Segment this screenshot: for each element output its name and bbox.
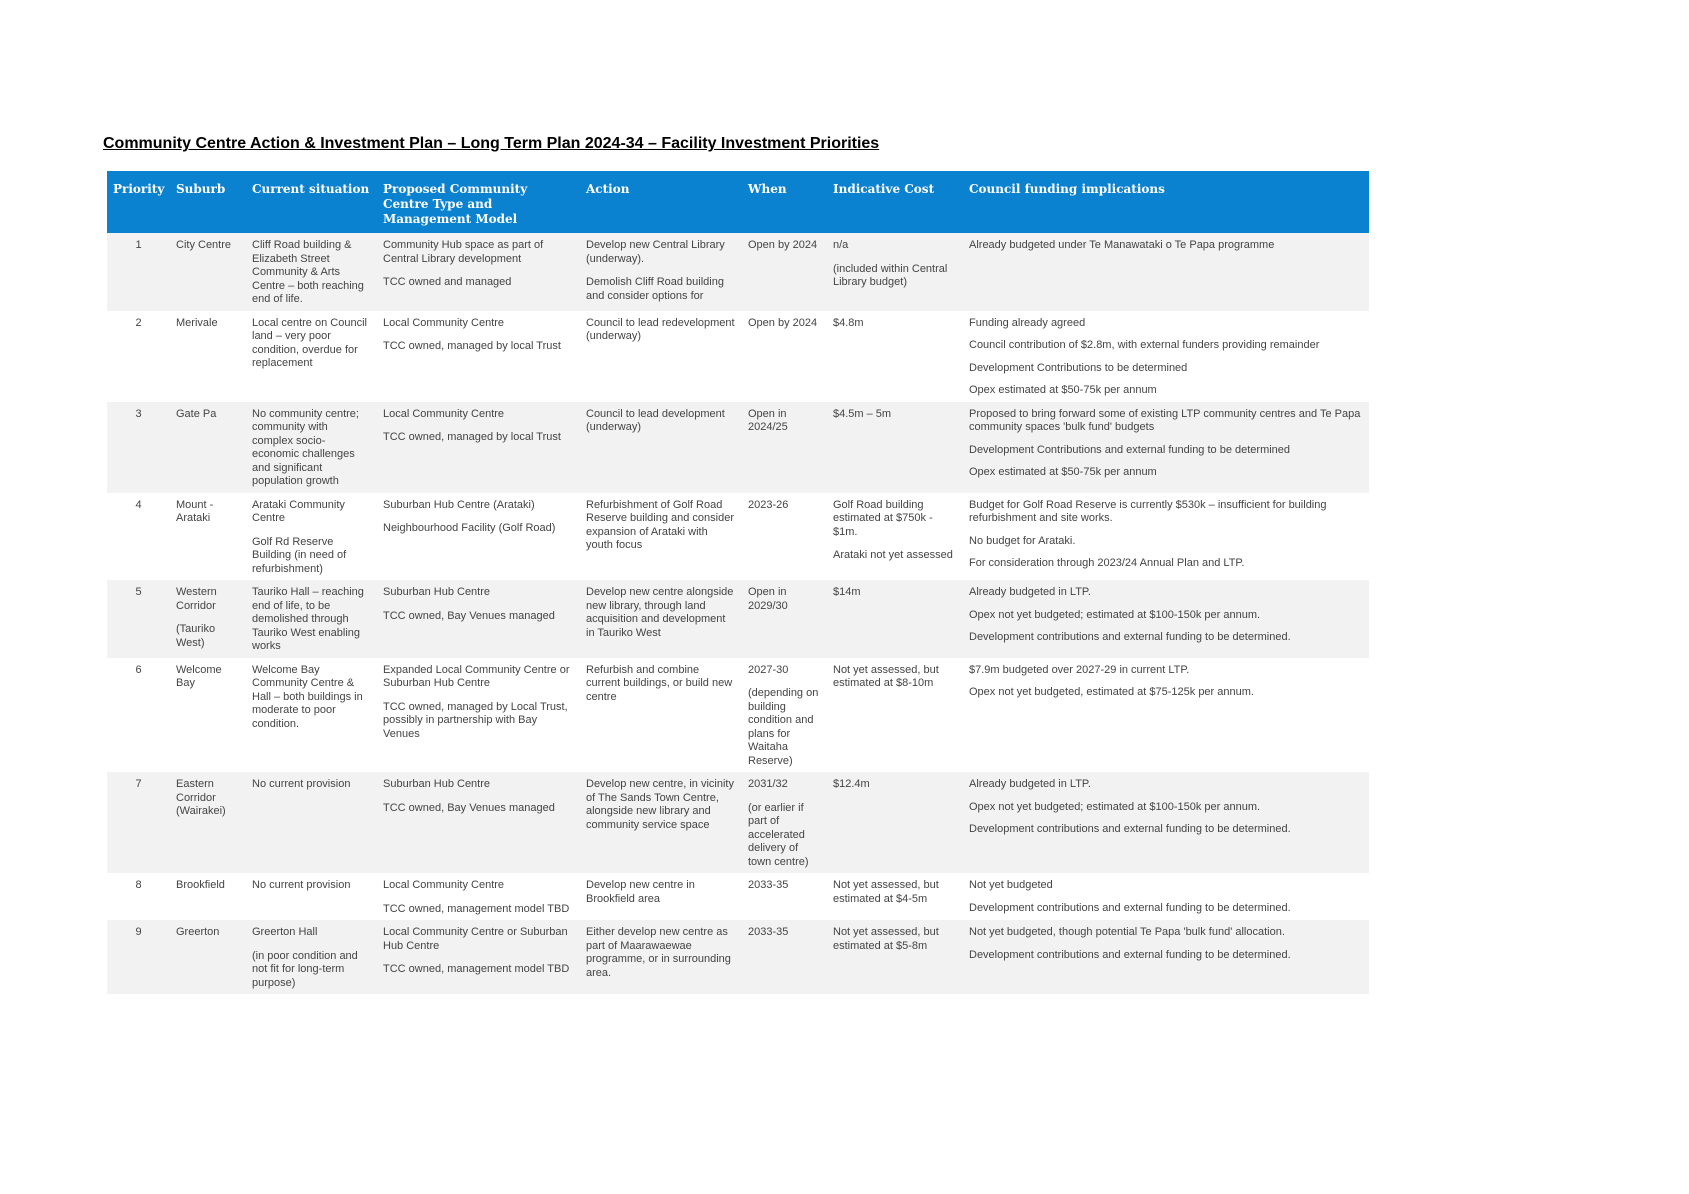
cell-funding-implications-text: $7.9m budgeted over 2027-29 in current LTP. [969,663,1190,676]
cell-current-situation [246,873,377,920]
cell-funding-implications [963,493,1369,581]
cell-funding-implications-text: Development contributions and external funding to be determined. [969,901,1291,914]
cell-current-situation [246,493,377,581]
cell-proposed-model [377,772,580,873]
cell-proposed-model-text: TCC owned, managed by Local Trust, possibly in partnership with Bay Venues [383,700,568,740]
cell-proposed-model-text: Local Community Centre [383,407,505,420]
cell-proposed-model-text: Neighbourhood Facility (Golf Road) [383,522,556,534]
cell-proposed-model-text: Local Community Centre [383,316,505,329]
cell-priority: 6 [107,658,170,773]
cell-funding-implications [963,658,1369,773]
cell-action-text: Develop new centre, in vicinity of The Sands Town Centre, alongside new library and community service space [586,778,734,831]
cell-funding-implications-text: Development contributions and external funding to be determined. [969,948,1291,961]
cell-proposed-model [377,311,580,402]
cell-indicative-cost-text: $4.5m – 5m [833,407,892,420]
cell-when-text: 2033-35 [748,926,789,938]
cell-suburb [170,873,246,920]
table-row [107,873,1369,920]
cell-funding-implications [963,873,1369,920]
cell-suburb [170,233,246,311]
cell-action [580,311,742,402]
cell-current-situation-text: Greerton Hall [252,926,318,938]
column-header-action: Action [580,171,742,233]
cell-when [742,873,827,920]
cell-action [580,873,742,920]
cell-when [742,920,827,994]
cell-indicative-cost-text: Not yet assessed, but estimated at $8-10m [833,663,939,689]
cell-when [742,658,827,773]
cell-when-text: Open by 2024 [748,316,818,329]
column-header-current-situation: Current situation [246,171,377,233]
cell-action-text: Council to lead redevelopment (underway) [586,316,735,342]
cell-action-text: Refurbishment of Golf Road Reserve building and consider expansion of Arataki with youth focus [586,498,734,551]
cell-suburb-text: Greerton [176,926,220,938]
cell-action-text: Either develop new centre as part of Maarawaewae programme, or in surrounding area. [586,926,731,979]
cell-suburb-text: Welcome Bay [176,663,222,689]
cell-priority: 4 [107,493,170,581]
cell-funding-implications [963,233,1369,311]
cell-current-situation-text: No current provision [252,778,351,790]
cell-funding-implications-text: Council contribution of $2.8m, with external funders providing remainder [969,339,1320,351]
cell-suburb-text: Western Corridor [176,586,217,612]
cell-when-text: (or earlier if part of accelerated delivery of town centre) [748,801,809,868]
column-header-funding-implications: Council funding implications [963,171,1369,233]
cell-action-text: Develop new Central Library (underway). [586,239,725,265]
cell-when-text: 2023-26 [748,498,789,511]
cell-action [580,920,742,994]
cell-funding-implications-text: Not yet budgeted [969,879,1053,891]
cell-current-situation-text: (in poor condition and not fit for long-term purpose) [252,949,358,989]
cell-indicative-cost [827,658,963,773]
cell-proposed-model [377,233,580,311]
cell-current-situation-text: No community centre; community with complex socio-economic challenges and significant population growth [252,407,359,487]
cell-indicative-cost-text: Not yet assessed, but estimated at $5-8m [833,926,939,952]
column-header-priority: Priority [107,171,170,233]
column-header-proposed-model: Proposed Community Centre Type and Management Model [377,171,580,233]
cell-priority: 1 [107,233,170,311]
cell-when [742,402,827,493]
cell-action [580,658,742,773]
cell-funding-implications-text: Already budgeted in LTP. [969,586,1091,598]
cell-action [580,493,742,581]
cell-priority: 5 [107,580,170,658]
cell-funding-implications [963,920,1369,994]
cell-suburb [170,920,246,994]
cell-proposed-model-text: Suburban Hub Centre [383,778,491,790]
cell-when-text: 2033-35 [748,879,789,891]
cell-action [580,580,742,658]
table-row [107,658,1369,773]
cell-suburb-text: Gate Pa [176,407,217,420]
cell-funding-implications-text: Already budgeted under Te Manawataki o Te Papa programme [969,239,1275,251]
cell-funding-implications [963,580,1369,658]
cell-action [580,402,742,493]
cell-suburb-text: Merivale [176,316,218,329]
cell-indicative-cost-text: $12.4m [833,778,870,790]
cell-proposed-model-text: TCC owned, management model TBD [383,902,570,915]
cell-funding-implications-text: Budget for Golf Road Reserve is currently $530k – insufficient for building refurbishment and site works. [969,498,1327,524]
cell-current-situation [246,772,377,873]
cell-priority: 8 [107,873,170,920]
cell-action-text: Develop new centre in Brookfield area [586,879,695,905]
table-body [107,233,1369,994]
column-header-suburb: Suburb [170,171,246,233]
cell-funding-implications-text: Opex not yet budgeted, estimated at $75-125k per annum. [969,686,1254,698]
cell-action [580,233,742,311]
cell-current-situation-text: Golf Rd Reserve Building (in need of refurbishment) [252,535,347,575]
cell-indicative-cost [827,772,963,873]
table-row [107,311,1369,402]
cell-proposed-model [377,402,580,493]
cell-priority: 2 [107,311,170,402]
cell-suburb-text: Mount - Arataki [176,498,214,524]
cell-priority: 9 [107,920,170,994]
cell-proposed-model [377,658,580,773]
cell-current-situation [246,402,377,493]
cell-proposed-model-text: TCC owned, Bay Venues managed [383,801,555,814]
cell-indicative-cost-text: n/a [833,239,849,251]
cell-funding-implications-text: Proposed to bring forward some of existing LTP community centres and Te Papa community spaces 'bulk fund' budgets [969,407,1361,433]
cell-indicative-cost [827,311,963,402]
cell-current-situation-text: Welcome Bay Community Centre & Hall – both buildings in moderate to poor condition. [252,663,363,730]
cell-proposed-model-text: TCC owned, Bay Venues managed [383,609,555,622]
cell-suburb-text: City Centre [176,239,232,251]
cell-funding-implications [963,311,1369,402]
cell-funding-implications-text: Opex estimated at $50-75k per annum [969,384,1157,396]
cell-funding-implications-text: Development contributions and external funding to be determined. [969,631,1291,643]
cell-funding-implications-text: Development Contributions to be determined [969,361,1188,374]
cell-funding-implications-text: Opex not yet budgeted; estimated at $100-150k per annum. [969,800,1261,813]
cell-funding-implications-text: Opex not yet budgeted; estimated at $100-150k per annum. [969,608,1261,621]
cell-proposed-model-text: Expanded Local Community Centre or Suburban Hub Centre [383,663,570,689]
cell-indicative-cost-text: Not yet assessed, but estimated at $4-5m [833,879,939,905]
table-row [107,402,1369,493]
cell-when [742,493,827,581]
cell-action-text: Demolish Cliff Road building and consider options for [586,276,724,302]
cell-proposed-model-text: TCC owned, managed by local Trust [383,340,561,352]
cell-funding-implications-text: Opex estimated at $50-75k per annum [969,466,1157,478]
cell-suburb-text: (Tauriko West) [176,623,216,649]
cell-suburb [170,658,246,773]
cell-proposed-model-text: Suburban Hub Centre (Arataki) [383,498,535,511]
cell-when-text: 2027-30 [748,663,789,676]
cell-funding-implications-text: Already budgeted in LTP. [969,778,1091,790]
table-row [107,920,1369,994]
cell-when [742,580,827,658]
column-header-indicative-cost: Indicative Cost [827,171,963,233]
cell-funding-implications-text: Development contributions and external funding to be determined. [969,823,1291,835]
cell-proposed-model-text: TCC owned, management model TBD [383,963,570,975]
cell-action-text: Develop new centre alongside new library, through land acquisition and development in Tauriko West [586,586,734,639]
cell-proposed-model-text: Local Community Centre or Suburban Hub Centre [383,926,568,952]
cell-funding-implications-text: Development Contributions and external funding to be determined [969,443,1291,456]
cell-proposed-model-text: Suburban Hub Centre [383,586,491,598]
cell-proposed-model [377,873,580,920]
investment-priorities-table [107,171,1369,994]
cell-indicative-cost-text: Golf Road building estimated at $750k - $1m. [833,498,933,538]
cell-indicative-cost-text: (included within Central Library budget) [833,262,948,288]
cell-proposed-model-text: Community Hub space as part of Central Library development [383,239,544,265]
cell-indicative-cost [827,873,963,920]
table-row [107,580,1369,658]
cell-indicative-cost-text: $4.8m [833,316,864,329]
cell-current-situation [246,580,377,658]
cell-funding-implications-text: Funding already agreed [969,316,1086,329]
cell-indicative-cost [827,580,963,658]
cell-indicative-cost [827,493,963,581]
cell-when-text: Open in 2024/25 [748,407,788,433]
cell-action [580,772,742,873]
table-row [107,772,1369,873]
cell-suburb [170,772,246,873]
cell-suburb [170,311,246,402]
cell-proposed-model [377,920,580,994]
table-row [107,233,1369,311]
cell-when-text: Open by 2024 [748,239,818,251]
table-header-row [107,171,1369,233]
cell-indicative-cost [827,920,963,994]
cell-action-text: Refurbish and combine current buildings, or build new centre [586,663,733,703]
cell-when [742,233,827,311]
cell-current-situation [246,920,377,994]
cell-proposed-model-text: Local Community Centre [383,879,505,891]
cell-current-situation [246,311,377,402]
cell-current-situation [246,658,377,773]
cell-funding-implications [963,402,1369,493]
column-header-when: When [742,171,827,233]
cell-funding-implications-text: Not yet budgeted, though potential Te Papa 'bulk fund' allocation. [969,926,1285,938]
cell-indicative-cost [827,233,963,311]
cell-funding-implications-text: No budget for Arataki. [969,534,1076,547]
cell-current-situation-text: Local centre on Council land – very poor condition, overdue for replacement [252,316,367,369]
cell-when-text: 2031/32 [748,778,788,790]
cell-current-situation-text: Cliff Road building & Elizabeth Street Community & Arts Centre – both reaching end of life. [252,239,364,305]
page-title: Community Centre Action & Investment Plan – Long Term Plan 2024-34 – Facility Investment Priorities [103,135,880,152]
cell-indicative-cost [827,402,963,493]
cell-proposed-model [377,580,580,658]
cell-when-text: Open in 2029/30 [748,586,788,612]
cell-suburb-text: Brookfield [176,879,225,891]
cell-suburb [170,580,246,658]
cell-suburb [170,493,246,581]
cell-proposed-model-text: TCC owned, managed by local Trust [383,431,561,443]
cell-proposed-model-text: TCC owned and managed [383,276,512,288]
table-row [107,493,1369,581]
cell-current-situation [246,233,377,311]
cell-action-text: Council to lead development (underway) [586,407,725,433]
cell-when [742,311,827,402]
cell-funding-implications [963,772,1369,873]
cell-when-text: (depending on building condition and plans for Waitaha Reserve) [748,687,819,767]
cell-proposed-model [377,493,580,581]
cell-current-situation-text: Arataki Community Centre [252,498,345,524]
cell-current-situation-text: No current provision [252,879,351,891]
cell-suburb [170,402,246,493]
cell-funding-implications-text: For consideration through 2023/24 Annual Plan and LTP. [969,557,1245,569]
cell-priority: 7 [107,772,170,873]
cell-indicative-cost-text: $14m [833,586,861,598]
cell-indicative-cost-text: Arataki not yet assessed [833,549,953,561]
cell-suburb-text: Eastern Corridor (Wairakei) [176,778,226,817]
cell-when [742,772,827,873]
cell-current-situation-text: Tauriko Hall – reaching end of life, to be demolished through Tauriko West enabling works [252,586,364,652]
cell-priority: 3 [107,402,170,493]
